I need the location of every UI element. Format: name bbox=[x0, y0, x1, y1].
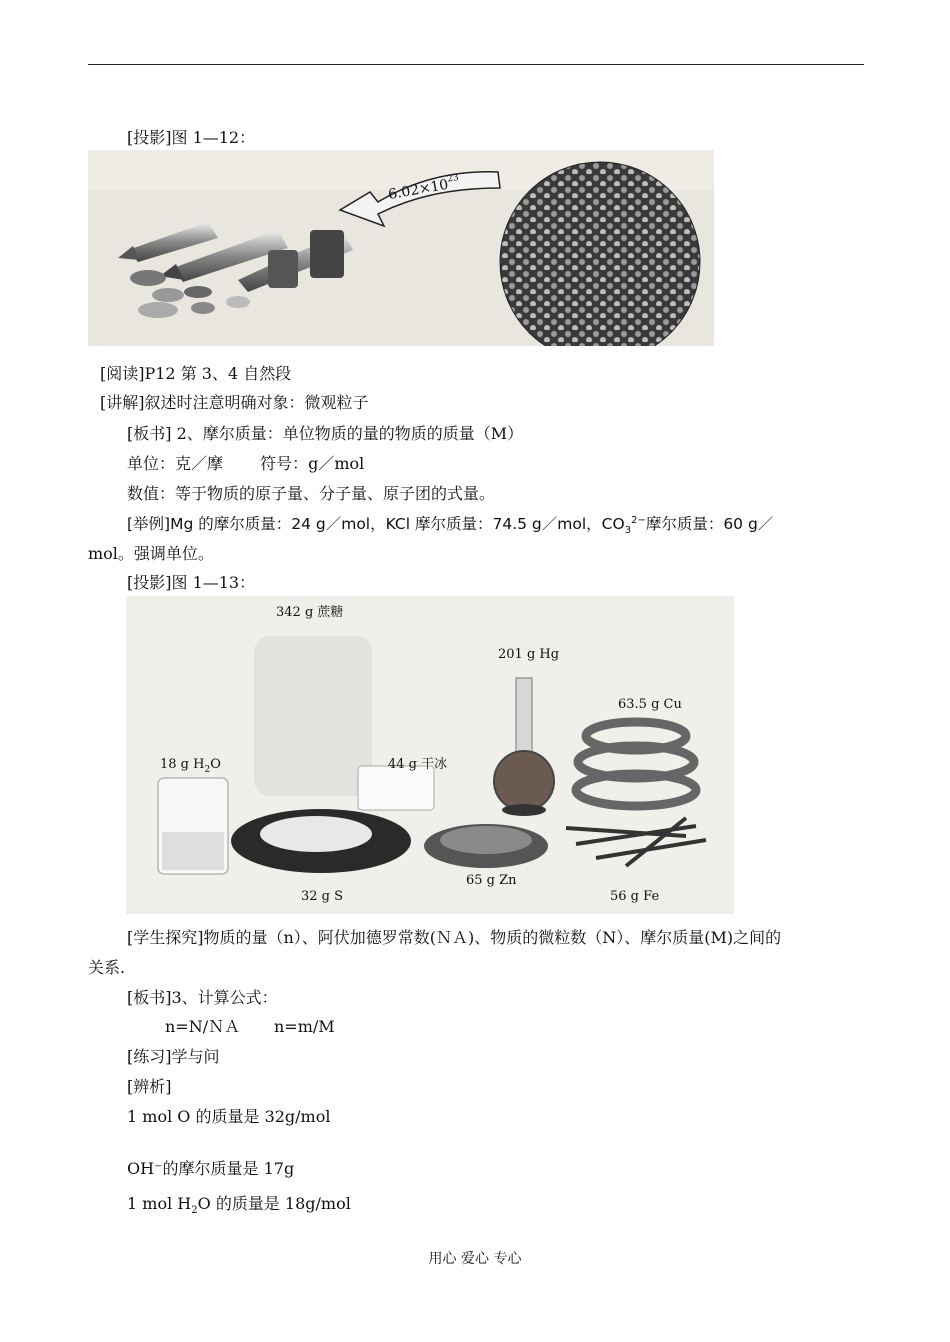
board-formula-heading: [板书]3、计算公式： bbox=[127, 988, 278, 1007]
unit-symbol-line: 单位：克／摩 符号：g／mol bbox=[127, 454, 365, 473]
practice-line: [练习]学与问 bbox=[127, 1047, 220, 1066]
q3-subscript: 2 bbox=[191, 1205, 198, 1217]
formula-n-avogadro: n=N/ＮＡ bbox=[165, 1017, 241, 1036]
co3-subscript: 3 bbox=[624, 525, 632, 537]
example-text-end: 摩尔质量：60 g／ bbox=[645, 515, 774, 533]
page-footer: 用心 爱心 专心 bbox=[428, 1251, 522, 1267]
example-line-2: mol。强调单位。 bbox=[88, 544, 214, 563]
explore-line-1: [学生探究]物质的量（n）、阿伏加德罗常数(ＮＡ)、物质的微粒数（N）、摩尔质量(M)之间的 bbox=[127, 928, 782, 947]
question-2: OH⁻的摩尔质量是 17g bbox=[127, 1159, 295, 1178]
q3-text-pre: 1 mol H bbox=[127, 1194, 192, 1213]
projection-1-label: [投影]图 1—12： bbox=[127, 128, 256, 147]
sugar-bag bbox=[254, 636, 372, 796]
mercury-flask bbox=[516, 678, 532, 758]
figure-1-13 bbox=[126, 596, 734, 914]
co3-superscript: 2− bbox=[631, 514, 646, 526]
numeric-value-line: 数值：等于物质的原子量、分子量、原子团的式量。 bbox=[127, 484, 496, 503]
board-molar-mass: [板书] 2、摩尔质量：单位物质的量的物质的质量（M） bbox=[127, 424, 524, 443]
explore-line-2: 关系. bbox=[88, 958, 126, 977]
question-1: 1 mol O 的质量是 32g/mol bbox=[127, 1107, 331, 1126]
label-hg: 201 g Hg bbox=[498, 647, 560, 662]
example-line bbox=[127, 514, 774, 537]
label-water: 18 g $H_2O$ bbox=[160, 757, 221, 775]
dry-ice-block bbox=[358, 766, 434, 810]
header-rule bbox=[88, 64, 864, 65]
avogadro-label: 6.02×10 bbox=[387, 176, 450, 204]
label-sugar: 342 g 蔗糖 bbox=[276, 605, 344, 620]
analyze-label: [辨析] bbox=[127, 1077, 172, 1096]
reading-line: [阅读]P12 第 3、4 自然段 bbox=[100, 364, 292, 383]
label-iron: 56 g Fe bbox=[610, 889, 660, 904]
q3-text-post: O 的质量是 18g/mol bbox=[197, 1194, 351, 1213]
label-sulfur: 32 g S bbox=[301, 889, 344, 904]
label-dry-ice: 44 g 干冰 bbox=[388, 757, 448, 772]
figure-1-12 bbox=[88, 150, 714, 346]
label-cu: 63.5 g Cu bbox=[618, 697, 682, 712]
projection-2-label: [投影]图 1—13： bbox=[127, 573, 256, 592]
label-zinc: 65 g Zn bbox=[466, 873, 517, 888]
example-text: [举例]Mg 的摩尔质量：24 g／mol，KCl 摩尔质量：74.5 g／mol，CO bbox=[127, 515, 625, 533]
formula-n-mass: n=m/M bbox=[274, 1017, 335, 1036]
avogadro-exponent: 23 bbox=[446, 172, 460, 185]
question-3 bbox=[127, 1194, 351, 1217]
explain-line: [讲解]叙述时注意明确对象：微观粒子 bbox=[100, 393, 369, 412]
